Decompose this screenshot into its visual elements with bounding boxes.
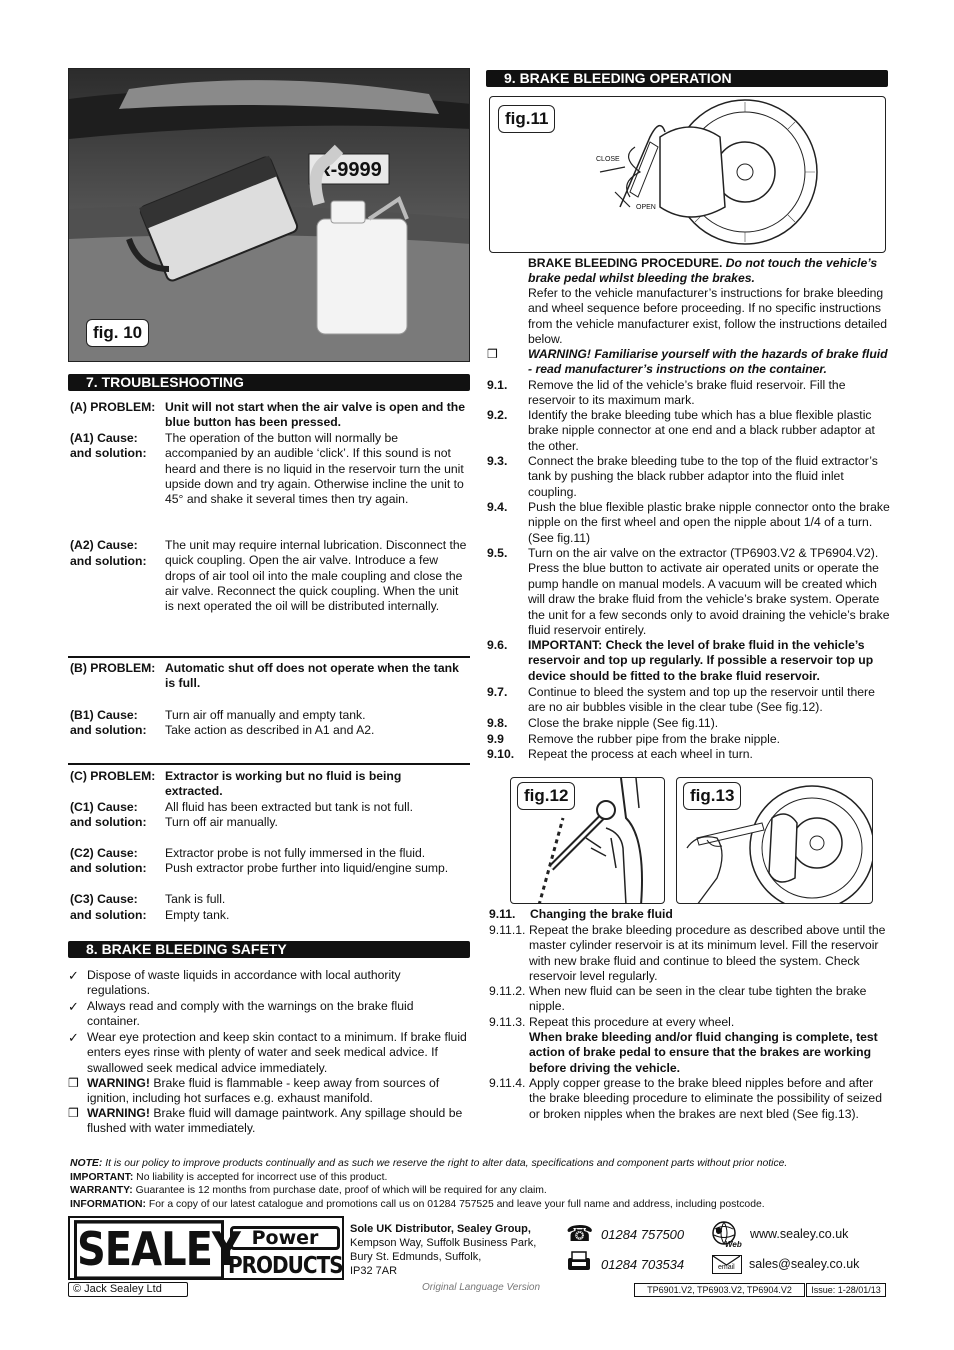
important-text: No liability is accepted for incorrect use of this product. bbox=[133, 1172, 388, 1183]
procedure-heading bbox=[528, 256, 888, 287]
a2-label2: and solution: bbox=[70, 554, 147, 568]
substep-text: When brake bleeding and/or fluid changing is complete, test action of brake pedal to ensure that the brakes are working before driving the vehicle. bbox=[529, 1030, 878, 1075]
checkbox-icon: ❒ bbox=[68, 1076, 79, 1090]
procedure-italic: Do not touch the vehicle’s brake pedal whilst bleeding the brakes. bbox=[528, 256, 878, 286]
web-icon-label: Web bbox=[725, 1240, 742, 1249]
section-7-header: 7. TROUBLESHOOTING bbox=[68, 374, 470, 391]
step-text: Identify the brake bleeding tube which has a blue flexible plastic brake nipple connector at one end and a black rubber adaptor at the other. bbox=[528, 408, 875, 453]
substep-text: Repeat the brake bleeding procedure as described above until the master cylinder reservoir is at its minimum level. Fill the reservoir with new brake fluid and continue to bleed the system. Check reservoir level regularly. bbox=[529, 923, 886, 984]
warranty-bold: WARRANTY: bbox=[70, 1185, 133, 1196]
warning-text: Brake fluid will damage paintwork. Any spillage should be flushed with water immediately. bbox=[87, 1106, 463, 1136]
problem-b-text: Automatic shut off does not operate when the tank is full. bbox=[165, 661, 459, 691]
step-number: 9.3. bbox=[487, 454, 508, 468]
fig12-frame bbox=[510, 777, 665, 904]
information-text: For a copy of our latest catalogue and promotions call us on 01284 757525 and leave your full name and address, including postcode. bbox=[146, 1199, 765, 1210]
step-text: Remove the lid of the vehicle’s brake fluid reservoir. Fill the reservoir to its maximum mark. bbox=[528, 378, 846, 408]
information-bold: INFORMATION: bbox=[70, 1199, 146, 1210]
b1-text2: Take action as described in A1 and A2. bbox=[165, 723, 375, 737]
step-text: Repeat the process at each wheel in turn. bbox=[528, 747, 753, 761]
step-text: Push the blue flexible plastic brake nipple connector onto the brake nipple on the first wheel and open the nipple about 1/4 of a turn. (See fig.11) bbox=[528, 500, 890, 545]
step-text: Continue to bleed the system and top up the reservoir until there are no air bubbles visible in the clear tube (See fig.12). bbox=[528, 685, 875, 715]
b1-label: (B1) Cause: bbox=[70, 708, 138, 722]
check-icon: ✓ bbox=[68, 1030, 79, 1045]
c2-label: (C2) Cause: bbox=[70, 846, 138, 860]
step-number: 9.10. bbox=[487, 747, 515, 761]
step-text: IMPORTANT: Check the level of brake fluid in the vehicle’s reservoir and top up regularly. If possible a reservoir top up device should be fitted to the brake fluid reservoir. bbox=[528, 638, 874, 683]
a2-label: (A2) Cause: bbox=[70, 538, 138, 552]
step-number: 9.5. bbox=[487, 546, 508, 560]
fig11-close-label: CLOSE bbox=[596, 156, 620, 163]
model-numbers: TP6901.V2, TP6903.V2, TP6904.V2 bbox=[634, 1283, 805, 1297]
fig10-photo bbox=[68, 68, 470, 362]
fig11-label: fig.11 bbox=[498, 105, 555, 133]
c1-text2: Turn off air manually. bbox=[165, 815, 278, 829]
c3-text2: Empty tank. bbox=[165, 908, 230, 922]
section-9-header: 9. BRAKE BLEEDING OPERATION bbox=[486, 70, 888, 87]
section-8-header: 8. BRAKE BLEEDING SAFETY bbox=[68, 941, 470, 958]
checkbox-icon: ❒ bbox=[487, 347, 498, 361]
important-line bbox=[70, 1171, 387, 1184]
power-logo: Power bbox=[230, 1226, 340, 1250]
warning-text: Brake fluid is flammable - keep away from sources of ignition, including hot surfaces e.g. exhaust manifold. bbox=[87, 1076, 440, 1106]
c2-text2: Push extractor probe further into liquid/engine sump. bbox=[165, 861, 449, 875]
checkbox-icon: ❒ bbox=[68, 1106, 79, 1120]
fax-number[interactable]: 01284 703534 bbox=[601, 1257, 685, 1272]
fig10-label: fig. 10 bbox=[86, 319, 149, 347]
substep-number: 9.11.2. bbox=[489, 984, 526, 998]
fig11-open-label: OPEN bbox=[636, 204, 656, 211]
fig13-frame bbox=[676, 777, 873, 904]
c2-text1: Extractor probe is not fully immersed in the fluid. bbox=[165, 846, 426, 860]
distributor-line3: IP32 7AR bbox=[350, 1265, 398, 1277]
fig13-label: fig.13 bbox=[683, 782, 741, 810]
c3-text1: Tank is full. bbox=[165, 892, 226, 906]
warranty-line bbox=[70, 1184, 547, 1197]
safety-warning-1 bbox=[87, 1076, 467, 1107]
safety-item-3: Wear eye protection and keep skin contact to a minimum. If brake fluid enters eyes rinse with plenty of water and seek medical advice. If swallowed seek medical advice immediately. bbox=[87, 1030, 467, 1075]
step-number: 9.9 bbox=[487, 732, 504, 746]
a1-label2: and solution: bbox=[70, 446, 147, 460]
c2-label2: and solution: bbox=[70, 861, 147, 875]
distributor-line2: Bury St. Edmunds, Suffolk, bbox=[350, 1251, 482, 1263]
distributor-line1: Kempson Way, Suffolk Business Park, bbox=[350, 1237, 537, 1249]
step-number: 9.7. bbox=[487, 685, 508, 699]
email-icon-label: email bbox=[718, 1264, 735, 1271]
substep-number: 9.11.1. bbox=[489, 923, 526, 937]
issue-number: Issue: 1-28/01/13 bbox=[806, 1283, 886, 1297]
s911-number: 9.11. bbox=[489, 907, 516, 921]
note-text: It is our policy to improve products continually and as such we reserve the right to alter data, specifications and component parts without prior notice. bbox=[102, 1158, 788, 1169]
substep-text: When new fluid can be seen in the clear tube tighten the brake nipple. bbox=[529, 984, 867, 1014]
divider-b bbox=[68, 656, 470, 658]
a1-label: (A1) Cause: bbox=[70, 431, 138, 445]
step-text: Connect the brake bleeding tube to the top of the fluid extractor’s tank by pushing the black rubber adaptor into the fluid inlet coupling. bbox=[528, 454, 878, 499]
a1-text: The operation of the button will normally be accompanied by an audible ‘click’. If this sound is not heard and there is no liquid in the reservoir turn the unit upside down and try again. Otherwise incline the unit to 45° and shake it several times then try again. bbox=[165, 431, 464, 507]
procedure-bold: BRAKE BLEEDING PROCEDURE. bbox=[528, 256, 723, 270]
step-number: 9.2. bbox=[487, 408, 508, 422]
email-icon bbox=[712, 1255, 742, 1274]
logo-block bbox=[68, 1216, 344, 1280]
substep-number: 9.11.3. bbox=[489, 1015, 526, 1029]
problem-c-label: (C) PROBLEM: bbox=[70, 769, 156, 783]
step-number: 9.6. bbox=[487, 638, 508, 652]
procedure-warning: WARNING! Familiarise yourself with the hazards of brake fluid - read manufacturer’s instructions on the container. bbox=[528, 347, 888, 377]
a2-text: The unit may require internal lubrication. Disconnect the quick coupling. Open the air valve. Introduce a few drops of air tool oil into the male coupling and close the air valve. Reconnect the quick coupling. When the unit is next operated the oil will be distributed internally. bbox=[165, 538, 467, 614]
problem-a-text: Unit will not start when the air valve is open and the blue button has been pressed. bbox=[165, 400, 465, 430]
c3-label: (C3) Cause: bbox=[70, 892, 138, 906]
products-logo: PRODUCTS bbox=[228, 1251, 343, 1279]
phone-number[interactable]: 01284 757500 bbox=[601, 1227, 685, 1242]
c1-label2: and solution: bbox=[70, 815, 147, 829]
license-plate: R-9999 bbox=[316, 159, 382, 181]
website-link[interactable]: www.sealey.co.uk bbox=[750, 1227, 849, 1241]
problem-c-text: Extractor is working but no fluid is being extracted. bbox=[165, 769, 402, 799]
problem-a-label: (A) PROBLEM: bbox=[70, 400, 156, 414]
warning-bold: WARNING! bbox=[87, 1076, 150, 1090]
check-icon: ✓ bbox=[68, 999, 79, 1014]
problem-b-label: (B) PROBLEM: bbox=[70, 661, 156, 675]
information-line bbox=[70, 1198, 765, 1211]
web-icon bbox=[710, 1220, 746, 1248]
step-number: 9.4. bbox=[487, 500, 508, 514]
c1-label: (C1) Cause: bbox=[70, 800, 138, 814]
step-number: 9.8. bbox=[487, 716, 508, 730]
note-line bbox=[70, 1157, 787, 1170]
step-text: Remove the rubber pipe from the brake nipple. bbox=[528, 732, 781, 746]
s911-title: Changing the brake fluid bbox=[530, 907, 673, 921]
substep-number: 9.11.4. bbox=[489, 1076, 526, 1090]
warning-bold: WARNING! bbox=[87, 1106, 150, 1120]
fig12-label: fig.12 bbox=[517, 782, 575, 810]
c3-label2: and solution: bbox=[70, 908, 147, 922]
divider-c bbox=[68, 763, 470, 765]
c1-text1: All fluid has been extracted but tank is not full. bbox=[165, 800, 413, 814]
safety-warning-2 bbox=[87, 1106, 467, 1137]
b1-text1: Turn air off manually and empty tank. bbox=[165, 708, 366, 722]
important-bold: IMPORTANT: bbox=[70, 1172, 134, 1183]
note-bold: NOTE: bbox=[70, 1158, 103, 1169]
email-link[interactable]: sales@sealey.co.uk bbox=[749, 1257, 860, 1271]
fig11-frame bbox=[489, 96, 886, 253]
phone-icon: ☎ bbox=[566, 1221, 594, 1246]
safety-item-2: Always read and comply with the warnings on the brake fluid container. bbox=[87, 999, 414, 1029]
original-language: Original Language Version bbox=[422, 1282, 541, 1293]
substep-text: Apply copper grease to the brake bleed nipples before and after the brake bleeding procedure to eliminate the possibility of seized or broken nipples when the brakes are next bled (See fig.13). bbox=[529, 1076, 882, 1121]
distributor-bold: Sole UK Distributor, Sealey Group, bbox=[350, 1223, 531, 1235]
substep-text: Repeat this procedure at every wheel. bbox=[529, 1015, 735, 1029]
copyright: © Jack Sealey Ltd bbox=[68, 1282, 188, 1297]
step-text: Close the brake nipple (See fig.11). bbox=[528, 716, 719, 730]
sealey-logo: SEALEY bbox=[74, 1220, 224, 1280]
fax-icon bbox=[566, 1250, 592, 1270]
safety-item-1: Dispose of waste liquids in accordance with local authority regulations. bbox=[87, 968, 401, 998]
procedure-text: Refer to the vehicle manufacturer’s instructions for brake bleeding and wheel sequence before proceeding. If no specific instructions from the vehicle manufacturer exist, follow the instructions detailed below. bbox=[528, 286, 888, 346]
check-icon: ✓ bbox=[68, 968, 79, 983]
step-text: Turn on the air valve on the extractor (TP6903.V2 & TP6904.V2). Press the blue button to activate air operated units or operate the pump handle on manual models. A vacuum will be created which will draw the brake fluid from the vehicle’s brake system. Operate the unit for a few seconds only to avoid draining the vehicle’s brake fluid reservoir entirely. bbox=[528, 546, 890, 638]
warranty-text: Guarantee is 12 months from purchase date, proof of which will be required for any claim. bbox=[132, 1185, 547, 1196]
b1-label2: and solution: bbox=[70, 723, 147, 737]
step-number: 9.1. bbox=[487, 378, 508, 392]
